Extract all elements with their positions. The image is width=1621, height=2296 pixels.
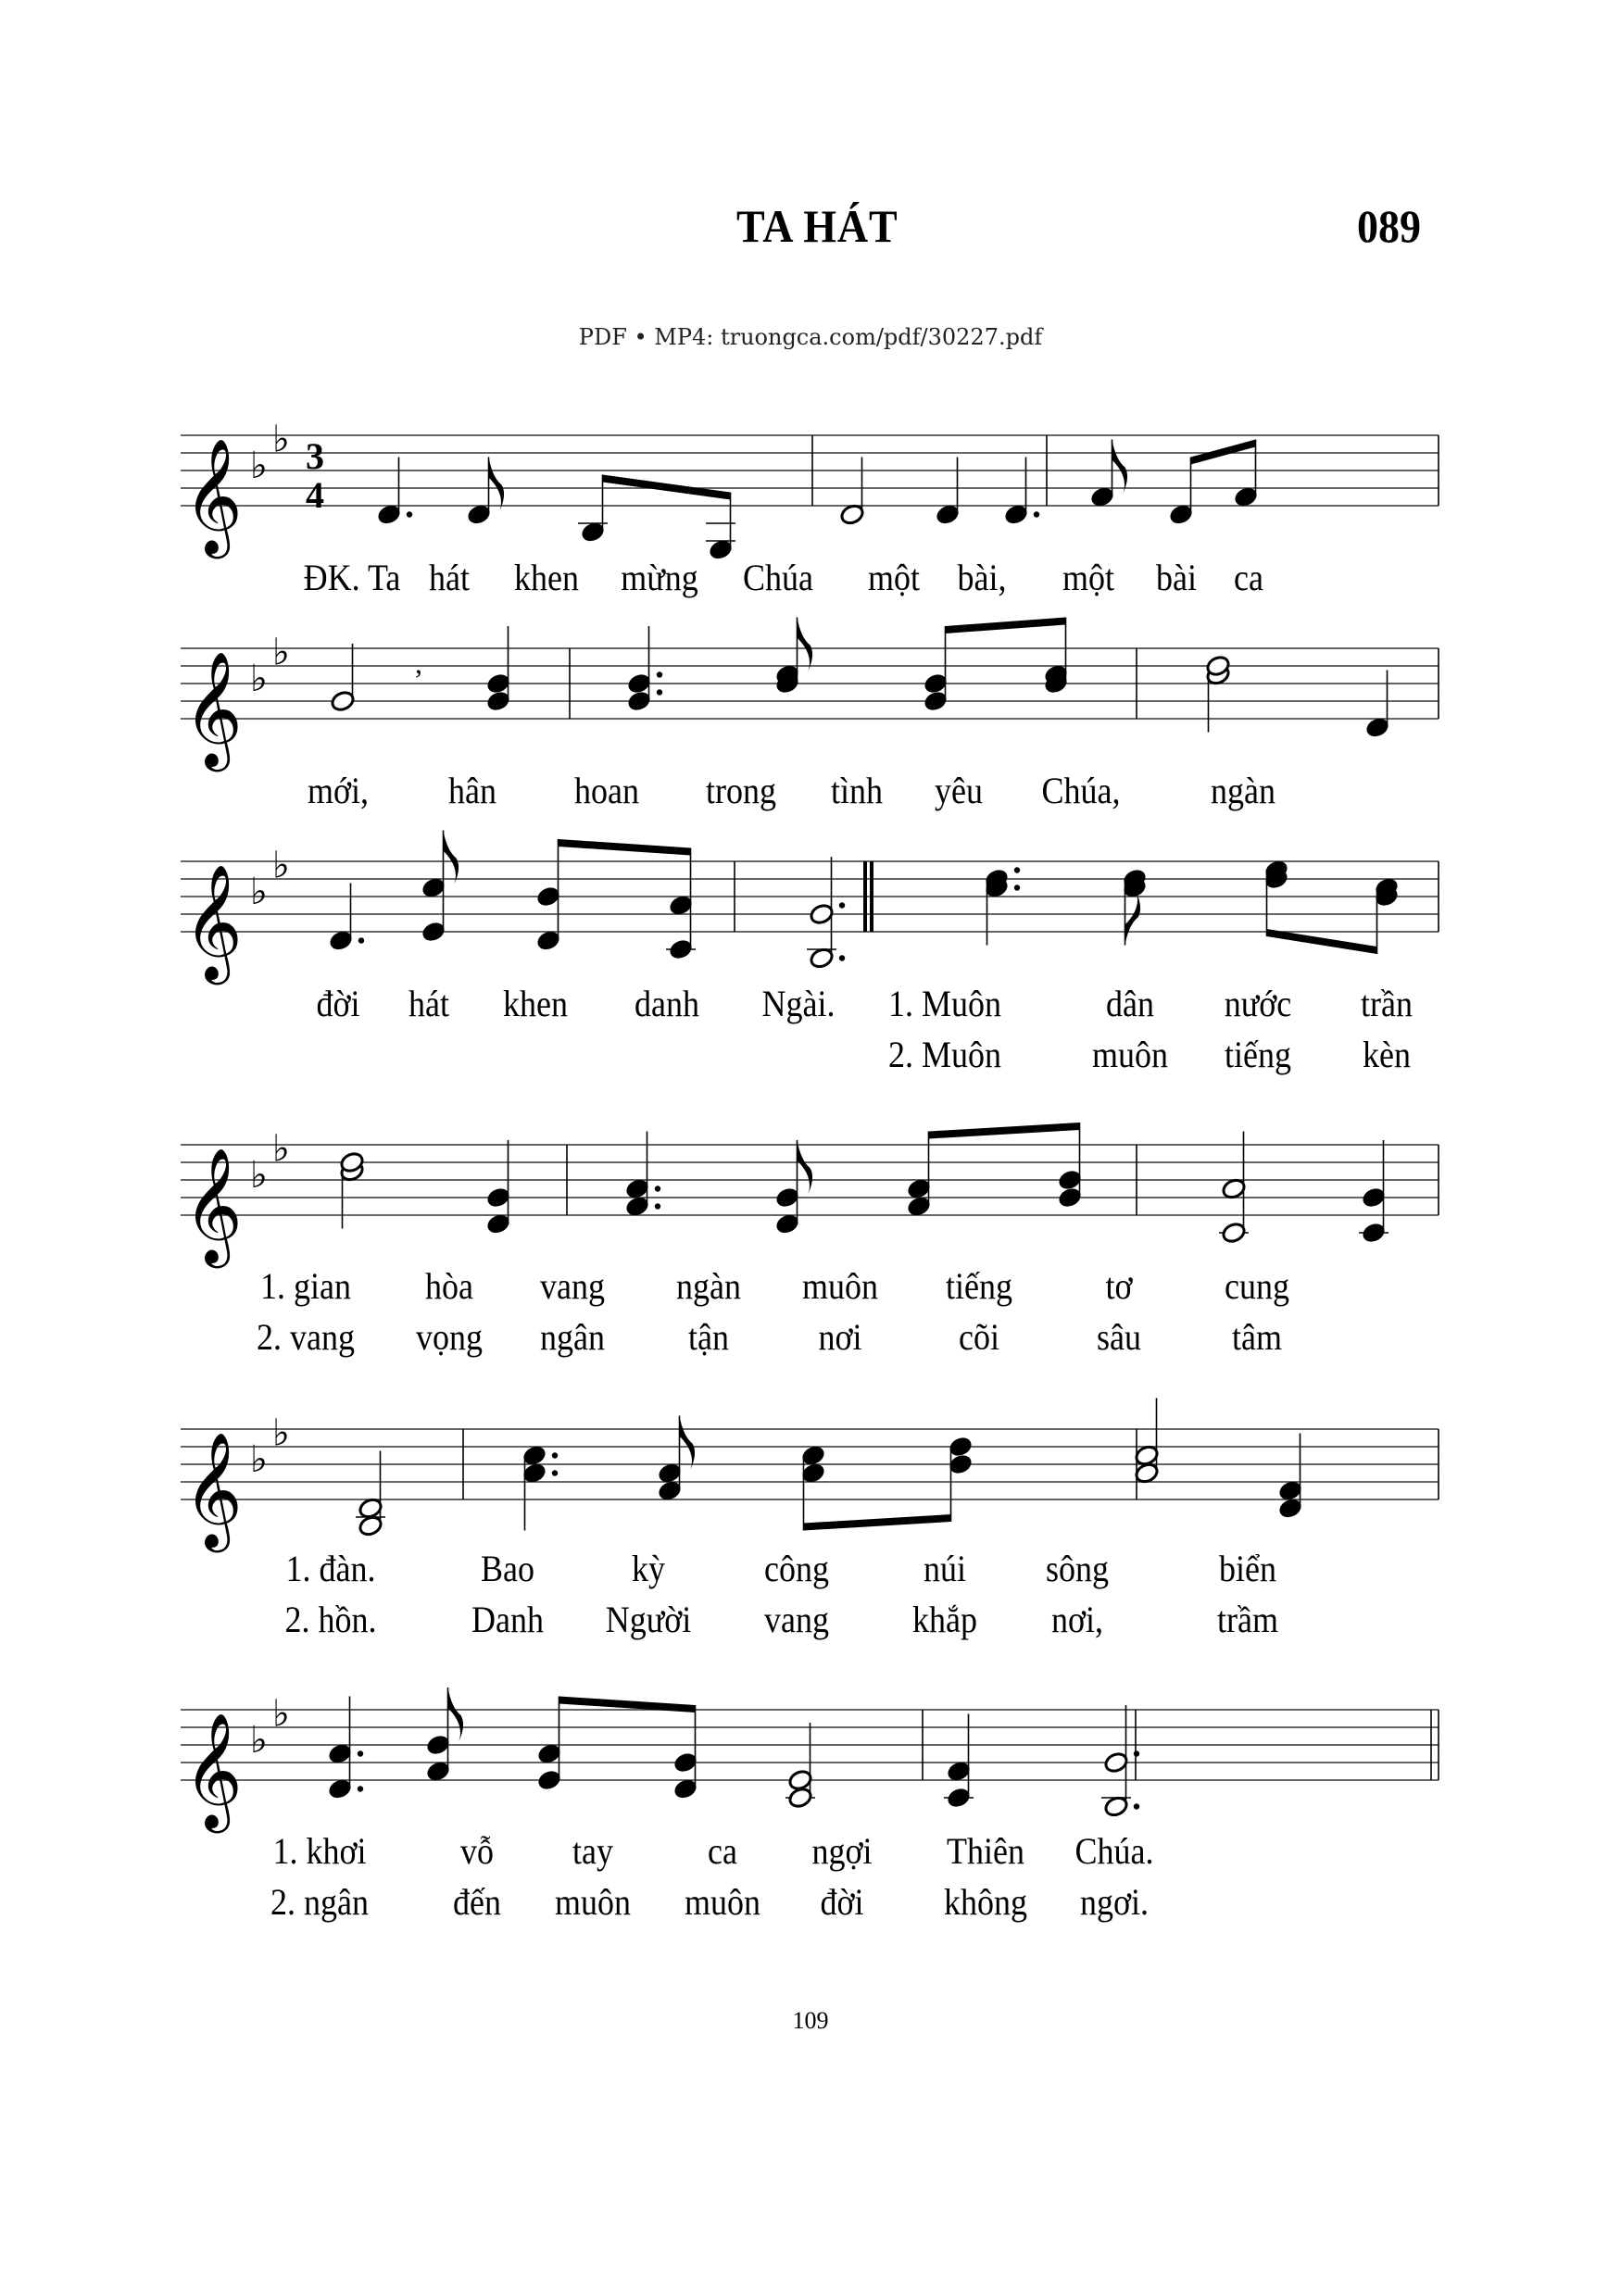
note (1003, 458, 1039, 527)
lyric-syllable: sâu (1097, 1316, 1141, 1358)
beam (946, 618, 1066, 634)
lyric-syllable: bài (1156, 557, 1197, 598)
note (1122, 867, 1148, 945)
lyric-syllable: ngàn (676, 1265, 741, 1307)
lyric-syllable: công (764, 1548, 829, 1589)
lyric-syllable: 1. khơi (272, 1830, 367, 1872)
source-link[interactable]: PDF • MP4: truongca.com/pdf/30227.pdf (578, 324, 1043, 350)
beam (929, 1123, 1080, 1139)
page-number: 109 (792, 2007, 829, 2034)
flat-icon: ♭ (250, 1438, 268, 1481)
lyric-syllable: tiếng (946, 1265, 1012, 1307)
lyric-syllable: tình (830, 770, 884, 811)
lyric-syllable: bài, (957, 557, 1007, 598)
note (935, 458, 961, 527)
lyric-syllable: một (867, 557, 921, 598)
lyric-syllable: nước (1224, 983, 1292, 1024)
note (421, 831, 459, 944)
flat-icon: ♭ (272, 1692, 290, 1736)
lyric-syllable: Danh (471, 1599, 544, 1640)
flat-icon: ♭ (250, 658, 268, 700)
lyric-syllable: tiếng (1225, 1034, 1291, 1075)
lyric-syllable: muôn (684, 1881, 761, 1923)
lyric-syllable: yêu (935, 770, 983, 811)
beam (559, 839, 691, 856)
lyric-syllable: muôn (801, 1265, 879, 1307)
note (1364, 671, 1390, 740)
lyric-syllable: nơi, (1050, 1599, 1104, 1640)
note (1168, 458, 1194, 527)
lyric-syllable: đời (316, 983, 360, 1024)
lyric-syllable: tơ (1105, 1265, 1133, 1307)
beam (1191, 440, 1256, 465)
flat-icon: ♭ (250, 871, 268, 913)
lyric-syllable: ca (1234, 557, 1263, 598)
lyric-syllable: vỗ (460, 1830, 494, 1872)
treble-clef-icon: 𝄞 (183, 1148, 243, 1263)
note (706, 493, 735, 562)
time-signature-bottom: 4 (306, 474, 324, 516)
lyric-syllable: kỳ (632, 1548, 665, 1589)
lyric-syllable: ngàn (1211, 770, 1275, 811)
lyric-syllable: hát (429, 557, 470, 598)
lyric-syllable: ngơi. (1079, 1881, 1150, 1923)
lyric-syllable: tâm (1232, 1316, 1282, 1358)
note (1205, 654, 1231, 732)
note (339, 1150, 365, 1228)
lyric-syllable: Người (605, 1599, 692, 1640)
note (626, 626, 662, 713)
lyric-syllable: khen (514, 557, 579, 598)
note (485, 1140, 511, 1236)
song-number: 089 (1357, 200, 1421, 252)
flat-icon: ♭ (272, 844, 290, 887)
lyric-syllable: đến (453, 1881, 501, 1923)
note (535, 839, 561, 952)
staff-system (181, 831, 1439, 985)
lyric-syllable: Chúa. (1074, 1830, 1154, 1872)
lyric-syllable: ĐK. Ta (303, 557, 401, 598)
lyric-syllable: muôn (1091, 1034, 1169, 1075)
lyric-syllable: 2. vang (257, 1316, 355, 1358)
lyric-syllable: vọng (416, 1316, 483, 1358)
lyric-syllable: Ngài. (761, 983, 836, 1024)
flat-icon: ♭ (250, 445, 268, 487)
lyric-syllable: Thiên (947, 1830, 1024, 1872)
flat-icon: ♭ (272, 631, 290, 674)
lyric-syllable: khắp (912, 1599, 977, 1640)
lyric-syllable: trong (706, 770, 776, 811)
note (800, 1444, 826, 1531)
song-title: TA HÁT (736, 200, 898, 252)
lyric-syllable: dân (1106, 983, 1154, 1024)
beam (603, 475, 731, 500)
lyric-syllable: một (1062, 557, 1115, 598)
note (327, 1697, 363, 1801)
lyric-syllable: 1. Muôn (887, 983, 1002, 1024)
flat-icon: ♭ (272, 418, 290, 461)
note (785, 1723, 815, 1810)
lyric-syllable: danh (635, 983, 699, 1024)
time-signature-top: 3 (306, 435, 324, 477)
lyric-syllable: tay (572, 1830, 613, 1872)
note (1263, 859, 1289, 936)
note (328, 884, 364, 953)
treble-clef-icon: 𝄞 (183, 651, 243, 767)
lyric-syllable: hân (448, 770, 496, 811)
lyric-syllable: cung (1225, 1265, 1289, 1307)
lyric-syllable: nơi (818, 1316, 862, 1358)
note (521, 1444, 558, 1531)
breath-mark: , (415, 646, 422, 680)
note (1134, 1399, 1160, 1486)
lyric-syllable: đời (820, 1881, 864, 1923)
note (330, 644, 356, 713)
lyric-syllable: vang (764, 1599, 829, 1640)
note (466, 458, 504, 527)
lyric-syllable: kèn (1363, 1034, 1411, 1075)
staff-system (181, 1399, 1439, 1553)
lyric-syllable: khen (503, 983, 568, 1024)
lyric-syllable: mới, (307, 770, 370, 811)
lyric-syllable: 2. Muôn (887, 1034, 1002, 1075)
lyric-syllable: núi (923, 1548, 967, 1589)
note (1219, 1132, 1249, 1245)
lyric-syllable: mừng (621, 557, 698, 598)
lyric-syllable: muôn (554, 1881, 632, 1923)
lyric-syllable: không (944, 1881, 1027, 1923)
lyric-syllable: ngợi (811, 1830, 873, 1872)
note (666, 848, 696, 961)
lyric-syllable: hát (408, 983, 449, 1024)
flat-icon: ♭ (272, 1411, 290, 1455)
note (1101, 1705, 1139, 1818)
treble-clef-icon: 𝄞 (183, 864, 243, 980)
note (376, 458, 412, 527)
note (485, 626, 511, 713)
note (1359, 1140, 1389, 1245)
beam (1267, 929, 1377, 954)
lyric-syllable: 2. hồn. (284, 1599, 377, 1640)
lyric-syllable: ca (708, 1830, 737, 1872)
lyric-syllable: Chúa, (1041, 770, 1121, 811)
flat-icon: ♭ (250, 1154, 268, 1197)
note (1057, 1123, 1083, 1210)
note (425, 1687, 463, 1783)
lyric-syllable: trầm (1217, 1599, 1278, 1640)
lyric-syllable: 2. ngân (270, 1881, 369, 1923)
treble-clef-icon: 𝄞 (183, 438, 243, 554)
staff-system (181, 1687, 1439, 1833)
note (948, 1435, 974, 1522)
note (807, 857, 845, 970)
lyric-syllable: ngân (540, 1316, 605, 1358)
note (1089, 440, 1127, 509)
treble-clef-icon: 𝄞 (183, 1713, 243, 1828)
note (672, 1705, 698, 1800)
lyric-syllable: cõi (959, 1316, 999, 1358)
lyric-syllable: 1. gian (260, 1265, 351, 1307)
note (774, 1140, 812, 1236)
staff-system (181, 1123, 1439, 1268)
lyric-syllable: trần (1361, 983, 1413, 1024)
note (578, 475, 608, 545)
flat-icon: ♭ (272, 1127, 290, 1171)
lyric-syllable: sông (1045, 1548, 1110, 1589)
beam (804, 1514, 951, 1531)
lyric-syllable: 1. đàn. (285, 1548, 376, 1589)
lyric-syllable: tận (688, 1316, 729, 1358)
lyric-syllable: Bao (481, 1548, 534, 1589)
note (923, 626, 949, 713)
note (536, 1697, 562, 1792)
lyric-syllable: hòa (425, 1265, 473, 1307)
staff-system (181, 419, 1439, 562)
flat-icon: ♭ (250, 1719, 268, 1762)
note (1043, 618, 1069, 696)
lyric-syllable: vang (540, 1265, 605, 1307)
lyric-syllable: hoan (574, 770, 639, 811)
staff-system (181, 618, 1439, 772)
note (839, 458, 865, 527)
treble-clef-icon: 𝄞 (183, 1432, 243, 1548)
lyric-syllable: biển (1219, 1548, 1276, 1589)
note (1374, 876, 1400, 954)
note (944, 1714, 974, 1810)
lyric-syllable: Chúa (743, 557, 813, 598)
